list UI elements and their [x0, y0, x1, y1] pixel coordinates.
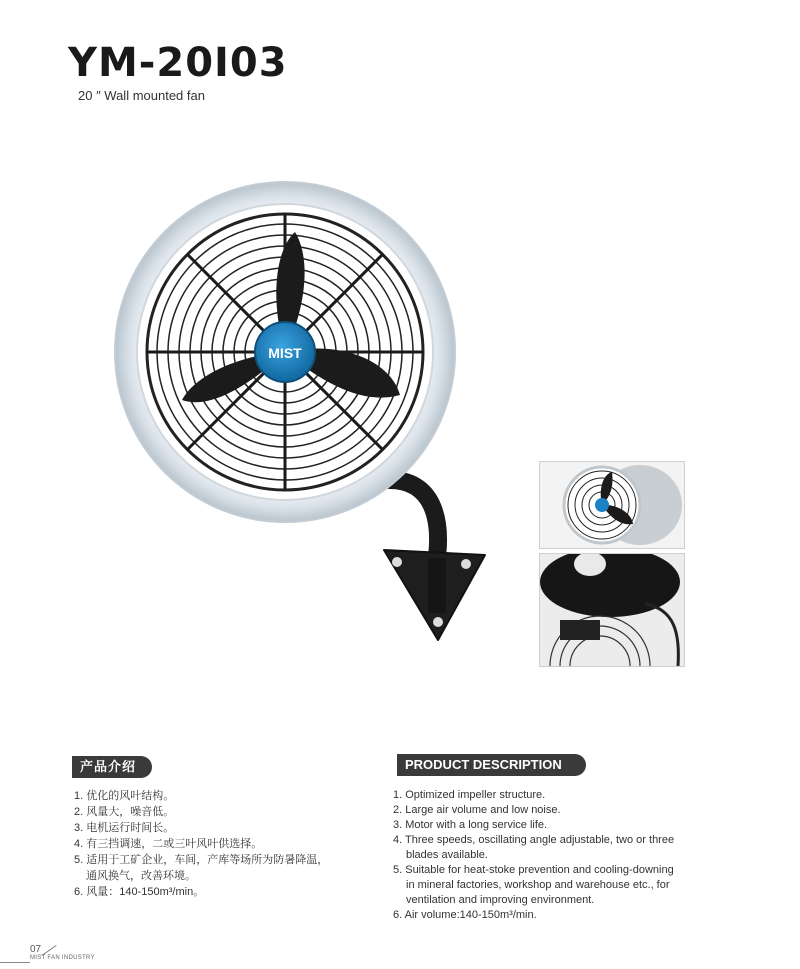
footer-rule	[0, 962, 30, 963]
list-item: 2. Large air volume and low noise.	[393, 804, 561, 816]
fan-detail-thumbnail	[539, 553, 685, 667]
list-item: 2. 风量大，噪音低。	[74, 806, 175, 818]
list-item: 6. 风量：140-150m³/min。	[74, 886, 205, 898]
list-item: 5. Suitable for heat-stoke prevention and cooling-downing in mineral factories, workshop and warehouse etc., for ventilation and improving environment.	[393, 864, 674, 906]
list-item: 4. 有三挡调速，二或三叶风叶供选择。	[74, 838, 263, 850]
feature-list-en	[393, 788, 703, 923]
cn-section-title: 产品介绍	[72, 756, 152, 778]
fan-angle-thumbnail	[539, 461, 685, 549]
en-section-title: PRODUCT DESCRIPTION	[397, 754, 586, 776]
feature-list-cn	[74, 788, 364, 900]
page-number: 07	[30, 944, 42, 955]
list-item: 1. Optimized impeller structure.	[393, 789, 546, 801]
list-item: 1. 优化的风叶结构。	[74, 790, 175, 802]
footer-brand: MIST FAN INDUSTRY	[30, 955, 95, 961]
model-subtitle: 20 ″ Wall mounted fan	[78, 88, 205, 103]
list-item: 3. 电机运行时间长。	[74, 822, 175, 834]
list-item: 4. Three speeds, oscillating angle adjustable, two or three blades available.	[393, 834, 675, 861]
fan-product-image	[100, 170, 500, 650]
list-item: 6. Air volume:140-150m³/min.	[393, 909, 537, 921]
list-item: 5. 适用于工矿企业，车间，产库等场所为防暑降温， 通风换气，改善环境。	[74, 854, 329, 882]
fan-brand-logo: MIST	[268, 345, 302, 361]
model-title: YM-20I03	[68, 40, 288, 86]
list-item: 3. Motor with a long service life.	[393, 819, 548, 831]
